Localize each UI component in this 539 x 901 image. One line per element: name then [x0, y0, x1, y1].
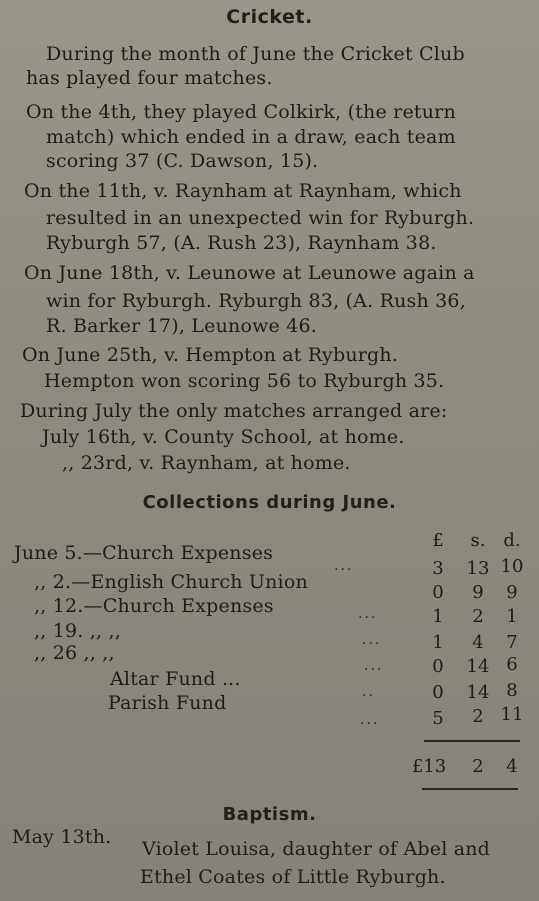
collection-row-pence: 1: [506, 606, 518, 627]
cricket-line: During July the only matches arranged are:: [20, 400, 448, 422]
collection-row-label: Altar Fund ...: [110, 668, 241, 690]
total-rule-top: [424, 740, 520, 742]
collection-row-shillings: 2: [472, 606, 484, 627]
cricket-line: On June 18th, v. Leunowe at Leunowe again a: [24, 262, 475, 284]
collection-row-label: June 5.—Church Expenses: [14, 542, 274, 564]
cricket-line: On June 25th, v. Hempton at Ryburgh.: [22, 344, 399, 366]
leader-dots: ..: [362, 684, 375, 700]
collections-heading: Collections during June.: [142, 492, 397, 513]
baptism-line: Violet Louisa, daughter of Abel and: [142, 838, 491, 860]
leader-dots: ...: [334, 558, 354, 574]
collection-row-shillings: 2: [472, 706, 484, 727]
cricket-line: win for Ryburgh. Ryburgh 83, (A. Rush 36,: [46, 290, 466, 312]
collection-row-pounds: 3: [432, 558, 444, 579]
cricket-line: Hempton won scoring 56 to Ryburgh 35.: [44, 370, 445, 392]
collection-row-shillings: 14: [466, 656, 490, 677]
cricket-line: On the 4th, they played Colkirk, (the return: [26, 101, 456, 123]
collection-row-pounds: 0: [432, 682, 444, 703]
collection-row-label: ,, 2.—English Church Union: [34, 571, 308, 593]
collection-row-pounds: 5: [432, 708, 444, 729]
leader-dots: ...: [364, 658, 384, 674]
collection-row-pounds: 0: [432, 656, 444, 677]
collection-row-shillings: 4: [472, 632, 484, 653]
cricket-line: Ryburgh 57, (A. Rush 23), Raynham 38.: [46, 232, 437, 254]
collection-row-pence: 7: [506, 632, 518, 653]
shillings-column-header: s.: [470, 530, 486, 551]
cricket-line: ,, 23rd, v. Raynham, at home.: [62, 452, 351, 474]
baptism-line: Ethel Coates of Little Ryburgh.: [140, 866, 446, 888]
collection-row-pence: 9: [506, 582, 518, 603]
pounds-column-header: £: [432, 530, 444, 551]
collection-row-pence: 6: [506, 654, 518, 675]
collection-row-shillings: 13: [466, 558, 490, 579]
baptism-heading: Baptism.: [222, 804, 317, 825]
total-shillings: 2: [472, 756, 484, 777]
collection-row-pounds: 0: [432, 582, 444, 603]
leader-dots: ...: [362, 632, 382, 648]
cricket-line: On the 11th, v. Raynham at Raynham, which: [24, 180, 462, 202]
cricket-line: match) which ended in a draw, each team: [46, 126, 456, 148]
collection-row-pence: 10: [500, 556, 524, 577]
total-pounds: £13: [411, 756, 447, 777]
leader-dots: ...: [360, 712, 380, 728]
collection-row-pence: 11: [500, 704, 524, 725]
collection-row-label: ,, 26 ,, ,,: [34, 642, 115, 664]
collection-row-pounds: 1: [432, 606, 444, 627]
collection-row-pounds: 1: [432, 632, 444, 653]
cricket-line: R. Barker 17), Leunowe 46.: [46, 315, 318, 337]
total-pence: 4: [506, 756, 518, 777]
cricket-heading: Cricket.: [226, 6, 313, 28]
baptism-date: May 13th.: [12, 826, 112, 848]
collection-row-label: ,, 19. ,, ,,: [34, 620, 121, 642]
pence-column-header: d.: [503, 530, 521, 551]
leader-dots: ...: [358, 606, 378, 622]
collection-row-label: Parish Fund: [108, 692, 227, 714]
cricket-line: During the month of June the Cricket Club: [46, 43, 465, 65]
collection-row-label: ,, 12.—Church Expenses: [34, 595, 274, 617]
collection-row-pence: 8: [506, 680, 518, 701]
collection-row-shillings: 14: [466, 682, 490, 703]
total-rule-bottom: [422, 788, 518, 790]
cricket-line: July 16th, v. County School, at home.: [42, 426, 405, 448]
cricket-line: resulted in an unexpected win for Ryburgh.: [46, 207, 475, 229]
collection-row-shillings: 9: [472, 582, 484, 603]
cricket-line: scoring 37 (C. Dawson, 15).: [46, 150, 319, 172]
cricket-line: has played four matches.: [26, 67, 273, 89]
